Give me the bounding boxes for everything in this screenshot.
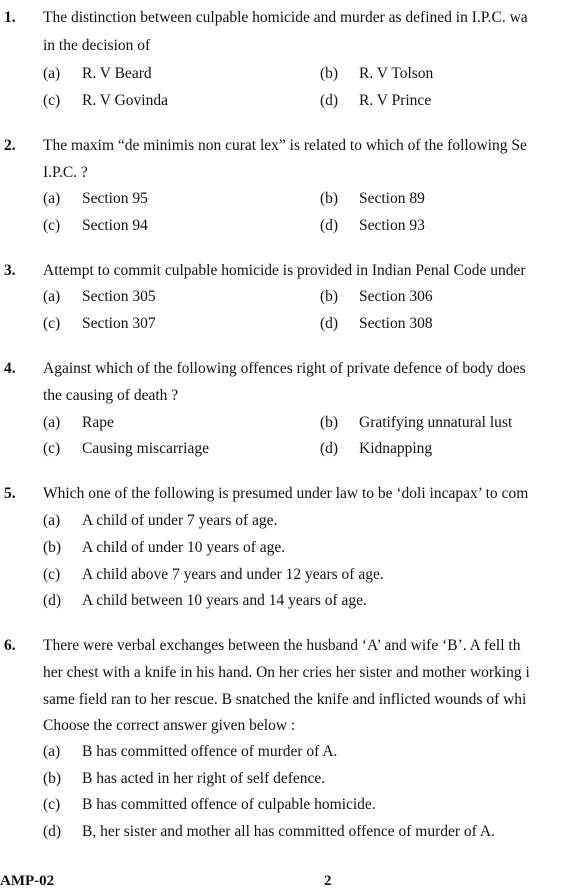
question-number: 5.	[4, 485, 16, 502]
option-label: (b)	[320, 190, 339, 207]
option-text: Section 94	[82, 217, 148, 234]
option-text: B has committed offence of murder of A.	[82, 743, 338, 760]
option-text: Gratifying unnatural lust	[359, 414, 513, 431]
option-text: Section 306	[359, 288, 433, 305]
question-text-line: The maxim “de minimis non curat lex” is related to which of the following Se	[43, 137, 527, 154]
option-label: (c)	[43, 315, 61, 332]
option-text: Section 93	[359, 217, 425, 234]
option-label: (d)	[43, 592, 62, 609]
option-text: Kidnapping	[359, 440, 433, 457]
option-label: (a)	[43, 414, 61, 431]
page-number: 2	[324, 873, 332, 889]
option-text: A child of under 10 years of age.	[82, 539, 286, 556]
option-label: (a)	[43, 512, 61, 529]
option-text: B has committed offence of culpable homicide.	[82, 796, 376, 813]
question-text-line: Choose the correct answer given below :	[43, 717, 296, 734]
option-label: (c)	[43, 92, 61, 109]
option-label: (a)	[43, 65, 61, 82]
question-number: 4.	[4, 360, 16, 377]
option-text: R. V Govinda	[82, 92, 168, 109]
option-label: (b)	[320, 288, 339, 305]
option-text: Section 89	[359, 190, 425, 207]
option-label: (c)	[43, 440, 61, 457]
option-text: A child of under 7 years of age.	[82, 512, 278, 529]
option-text: Section 308	[359, 315, 433, 332]
question-text-line: Attempt to commit culpable homicide is provided in Indian Penal Code under	[43, 262, 526, 279]
question-text-line: There were verbal exchanges between the husband ‘A’ and wife ‘B’. A fell th	[43, 637, 521, 654]
option-label: (b)	[43, 539, 62, 556]
question-text-line: her chest with a knife in his hand. On her cries her sister and mother working i	[43, 664, 530, 681]
option-label: (a)	[43, 288, 61, 305]
question-number: 6.	[4, 637, 16, 654]
option-label: (d)	[320, 217, 339, 234]
question-number: 1.	[4, 9, 16, 26]
option-label: (c)	[43, 217, 61, 234]
question-text-line: the causing of death ?	[43, 387, 179, 404]
question-text-line: I.P.C. ?	[43, 164, 88, 181]
option-label: (d)	[320, 315, 339, 332]
option-label: (d)	[320, 440, 339, 457]
option-text: A child above 7 years and under 12 years of age.	[82, 566, 384, 583]
question-text-line: same field ran to her rescue. B snatched the knife and inflicted wounds of whi	[43, 691, 527, 708]
option-label: (a)	[43, 190, 61, 207]
option-text: R. V Beard	[82, 65, 152, 82]
option-label: (b)	[320, 414, 339, 431]
option-label: (b)	[43, 770, 62, 787]
paper-code: AMP-02	[0, 873, 55, 889]
option-label: (a)	[43, 743, 61, 760]
option-label: (d)	[43, 823, 62, 840]
option-label: (d)	[320, 92, 339, 109]
option-label: (c)	[43, 796, 61, 813]
option-text: Section 307	[82, 315, 156, 332]
option-text: A child between 10 years and 14 years of age.	[82, 592, 367, 609]
option-text: R. V Prince	[359, 92, 432, 109]
option-text: B has acted in her right of self defence.	[82, 770, 326, 787]
option-label: (b)	[320, 65, 339, 82]
option-text: Section 305	[82, 288, 156, 305]
option-text: Section 95	[82, 190, 148, 207]
question-text-line: Against which of the following offences right of private defence of body does	[43, 360, 526, 377]
question-text-line: in the decision of	[43, 37, 151, 54]
option-text: Causing miscarriage	[82, 440, 209, 457]
option-text: Rape	[82, 414, 114, 431]
option-text: B, her sister and mother all has committed offence of murder of A.	[82, 823, 495, 840]
option-label: (c)	[43, 566, 61, 583]
option-text: R. V Tolson	[359, 65, 434, 82]
question-text-line: The distinction between culpable homicide and murder as defined in I.P.C. wa	[43, 9, 528, 26]
question-text-line: Which one of the following is presumed under law to be ‘doli incapax’ to com	[43, 485, 529, 502]
question-number: 2.	[4, 137, 16, 154]
question-number: 3.	[4, 262, 16, 279]
